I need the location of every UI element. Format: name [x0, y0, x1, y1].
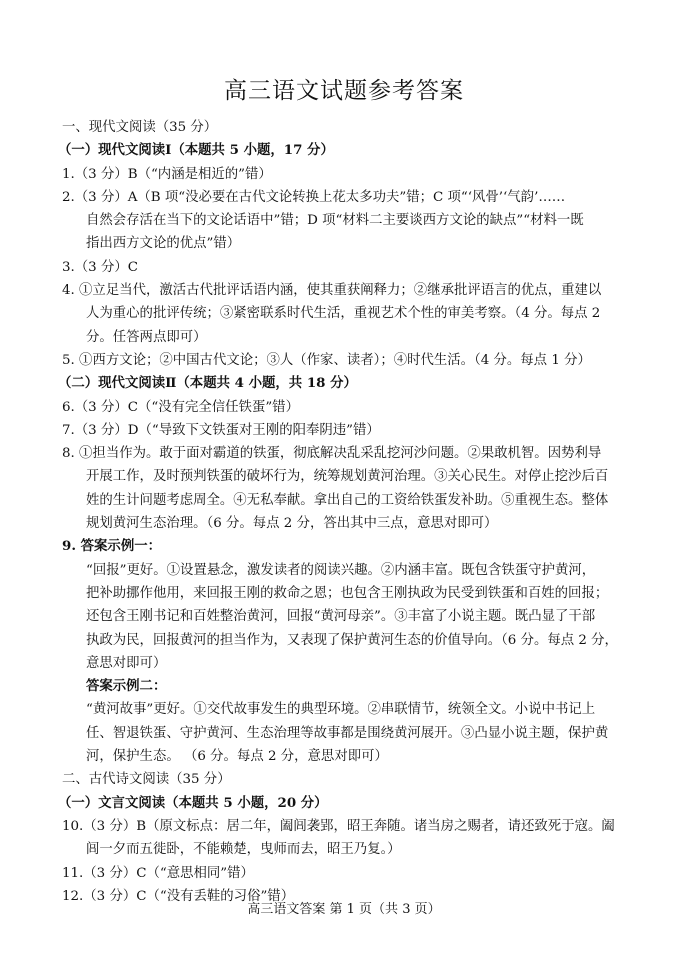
section-heading-modern-reading: 一、现代文阅读（35 分） — [62, 120, 218, 135]
answer-item-8-cont: 姓的生计问题考虑周全。④无私奉献。拿出自己的工资给铁蛋发补助。⑤重视生态。整体 — [86, 492, 609, 508]
answer-item-4-cont: 人为重心的批评传统；③紧密联系时代生活，重视艺术个性的审美考察。（4 分。每点 2 — [86, 306, 601, 322]
answer-item-12: 12.（3 分）C（“没有丢鞋的习俗”错） — [62, 888, 295, 904]
answer-item-8-cont: 规划黄河生态治理。（6 分。每点 2 分，答出其中三点，意思对即可） — [86, 516, 498, 532]
answer-item-9-example-2: “黄河故事”更好。①交代故事发生的典型环境。②串联情节，统领全文。小说中书记上 — [86, 702, 596, 718]
answer-item-10-cont: 闾一夕而五徙卧，不能赖楚，曳师而去，昭王乃复。） — [86, 842, 401, 858]
answer-item-2: 2.（3 分）A（B 项“没必要在古代文论转换上花太多功夫”错；C 项“‘风骨’‘气韵’…… — [62, 189, 566, 205]
answer-item-9-example-1: “回报”更好。①设置悬念，激发读者的阅读兴趣。②内涵丰富。既包含铁蛋守护黄河， — [86, 562, 596, 578]
answer-item-10: 10.（3 分）B（原文标点：居二年，阖闾袭郢，昭王奔随。诸当房之赐者，请还致死于寇。阖 — [62, 818, 615, 834]
answer-item-9-example-1-cont: 还包含王刚书记和百姓整治黄河，回报“黄河母亲”。③丰富了小说主题。既凸显了干部 — [86, 609, 596, 625]
section-heading-classical-reading: 二、古代诗文阅读（35 分） — [62, 772, 231, 788]
subsection-heading-modern-reading-1: （一）现代文阅读Ⅰ（本题共 5 小题，17 分） — [58, 142, 334, 159]
answer-item-8-cont: 开展工作，及时预判铁蛋的破坏行为，统筹规划黄河治理。③关心民生。对停止挖沙后百 — [86, 469, 609, 485]
answer-item-2-cont: 自然会存活在当下的文论话语中”错；D 项“材料二主要谈西方文论的缺点”“材料一既 — [86, 213, 584, 229]
answer-content — [58, 116, 634, 908]
page-title: 高三语文试题参考答案 — [224, 78, 464, 104]
answer-item-6: 6.（3 分）C（“没有完全信任铁蛋”错） — [62, 399, 299, 415]
answer-item-3: 3.（3 分）C — [62, 259, 138, 275]
subsection-heading-classical-chinese: （一）文言文阅读（本题共 5 小题，20 分） — [58, 794, 328, 811]
answer-item-1: 1.（3 分）B（“内涵是相近的”错） — [62, 166, 272, 182]
answer-item-2-cont: 指出西方文论的优点”错） — [86, 236, 241, 252]
answer-item-7: 7.（3 分）D（“导致下文铁蛋对王刚的阳奉阴违”错） — [62, 422, 380, 438]
answer-item-9-example-1-cont: 执政为民，回报黄河的担当作为，又表现了保护黄河生态的价值导向。（6 分。每点 2 分， — [86, 632, 618, 648]
answer-item-9-example-1-cont: 意思对即可） — [86, 655, 167, 671]
answer-item-5: 5. ①西方文论；②中国古代文论；③人（作家、读者）；④时代生活。（4 分。每点 1 分） — [62, 352, 591, 368]
answer-item-9-example-2-cont: 河，保护生态。 （6 分。每点 2 分，意思对即可） — [86, 749, 388, 765]
answer-item-9-example-2-label: 答案示例二： — [86, 678, 167, 695]
answer-item-9-example-1-label: 9. 答案示例一： — [62, 538, 161, 555]
answer-item-8: 8. ①担当作为。敢于面对霸道的铁蛋，彻底解决乱采乱挖河沙问题。②果敢机智。因势利导 — [62, 446, 602, 462]
answer-item-9-example-2-cont: 任、智退铁蛋、守护黄河、生态治理等故事都是围绕黄河展开。③凸显小说主题，保护黄 — [86, 725, 609, 741]
answer-item-4-cont: 分。任答两点即可） — [86, 329, 207, 345]
answer-item-11: 11.（3 分）C（“意思相同”错） — [62, 865, 254, 881]
answer-item-9-example-1-cont: 把补助挪作他用，来回报王刚的救命之恩；也包含王刚执政为民受到铁蛋和百姓的回报； — [86, 585, 609, 601]
page-footer: 高三语文答案 第 1 页（共 3 页） — [247, 902, 441, 917]
subsection-heading-modern-reading-2: （二）现代文阅读Ⅱ（本题共 4 小题，共 18 分） — [58, 375, 357, 392]
answer-item-4: 4. ①立足当代，激活古代批评话语内涵，使其重获阐释力；②继承批评语言的优点，重建以 — [62, 283, 602, 299]
